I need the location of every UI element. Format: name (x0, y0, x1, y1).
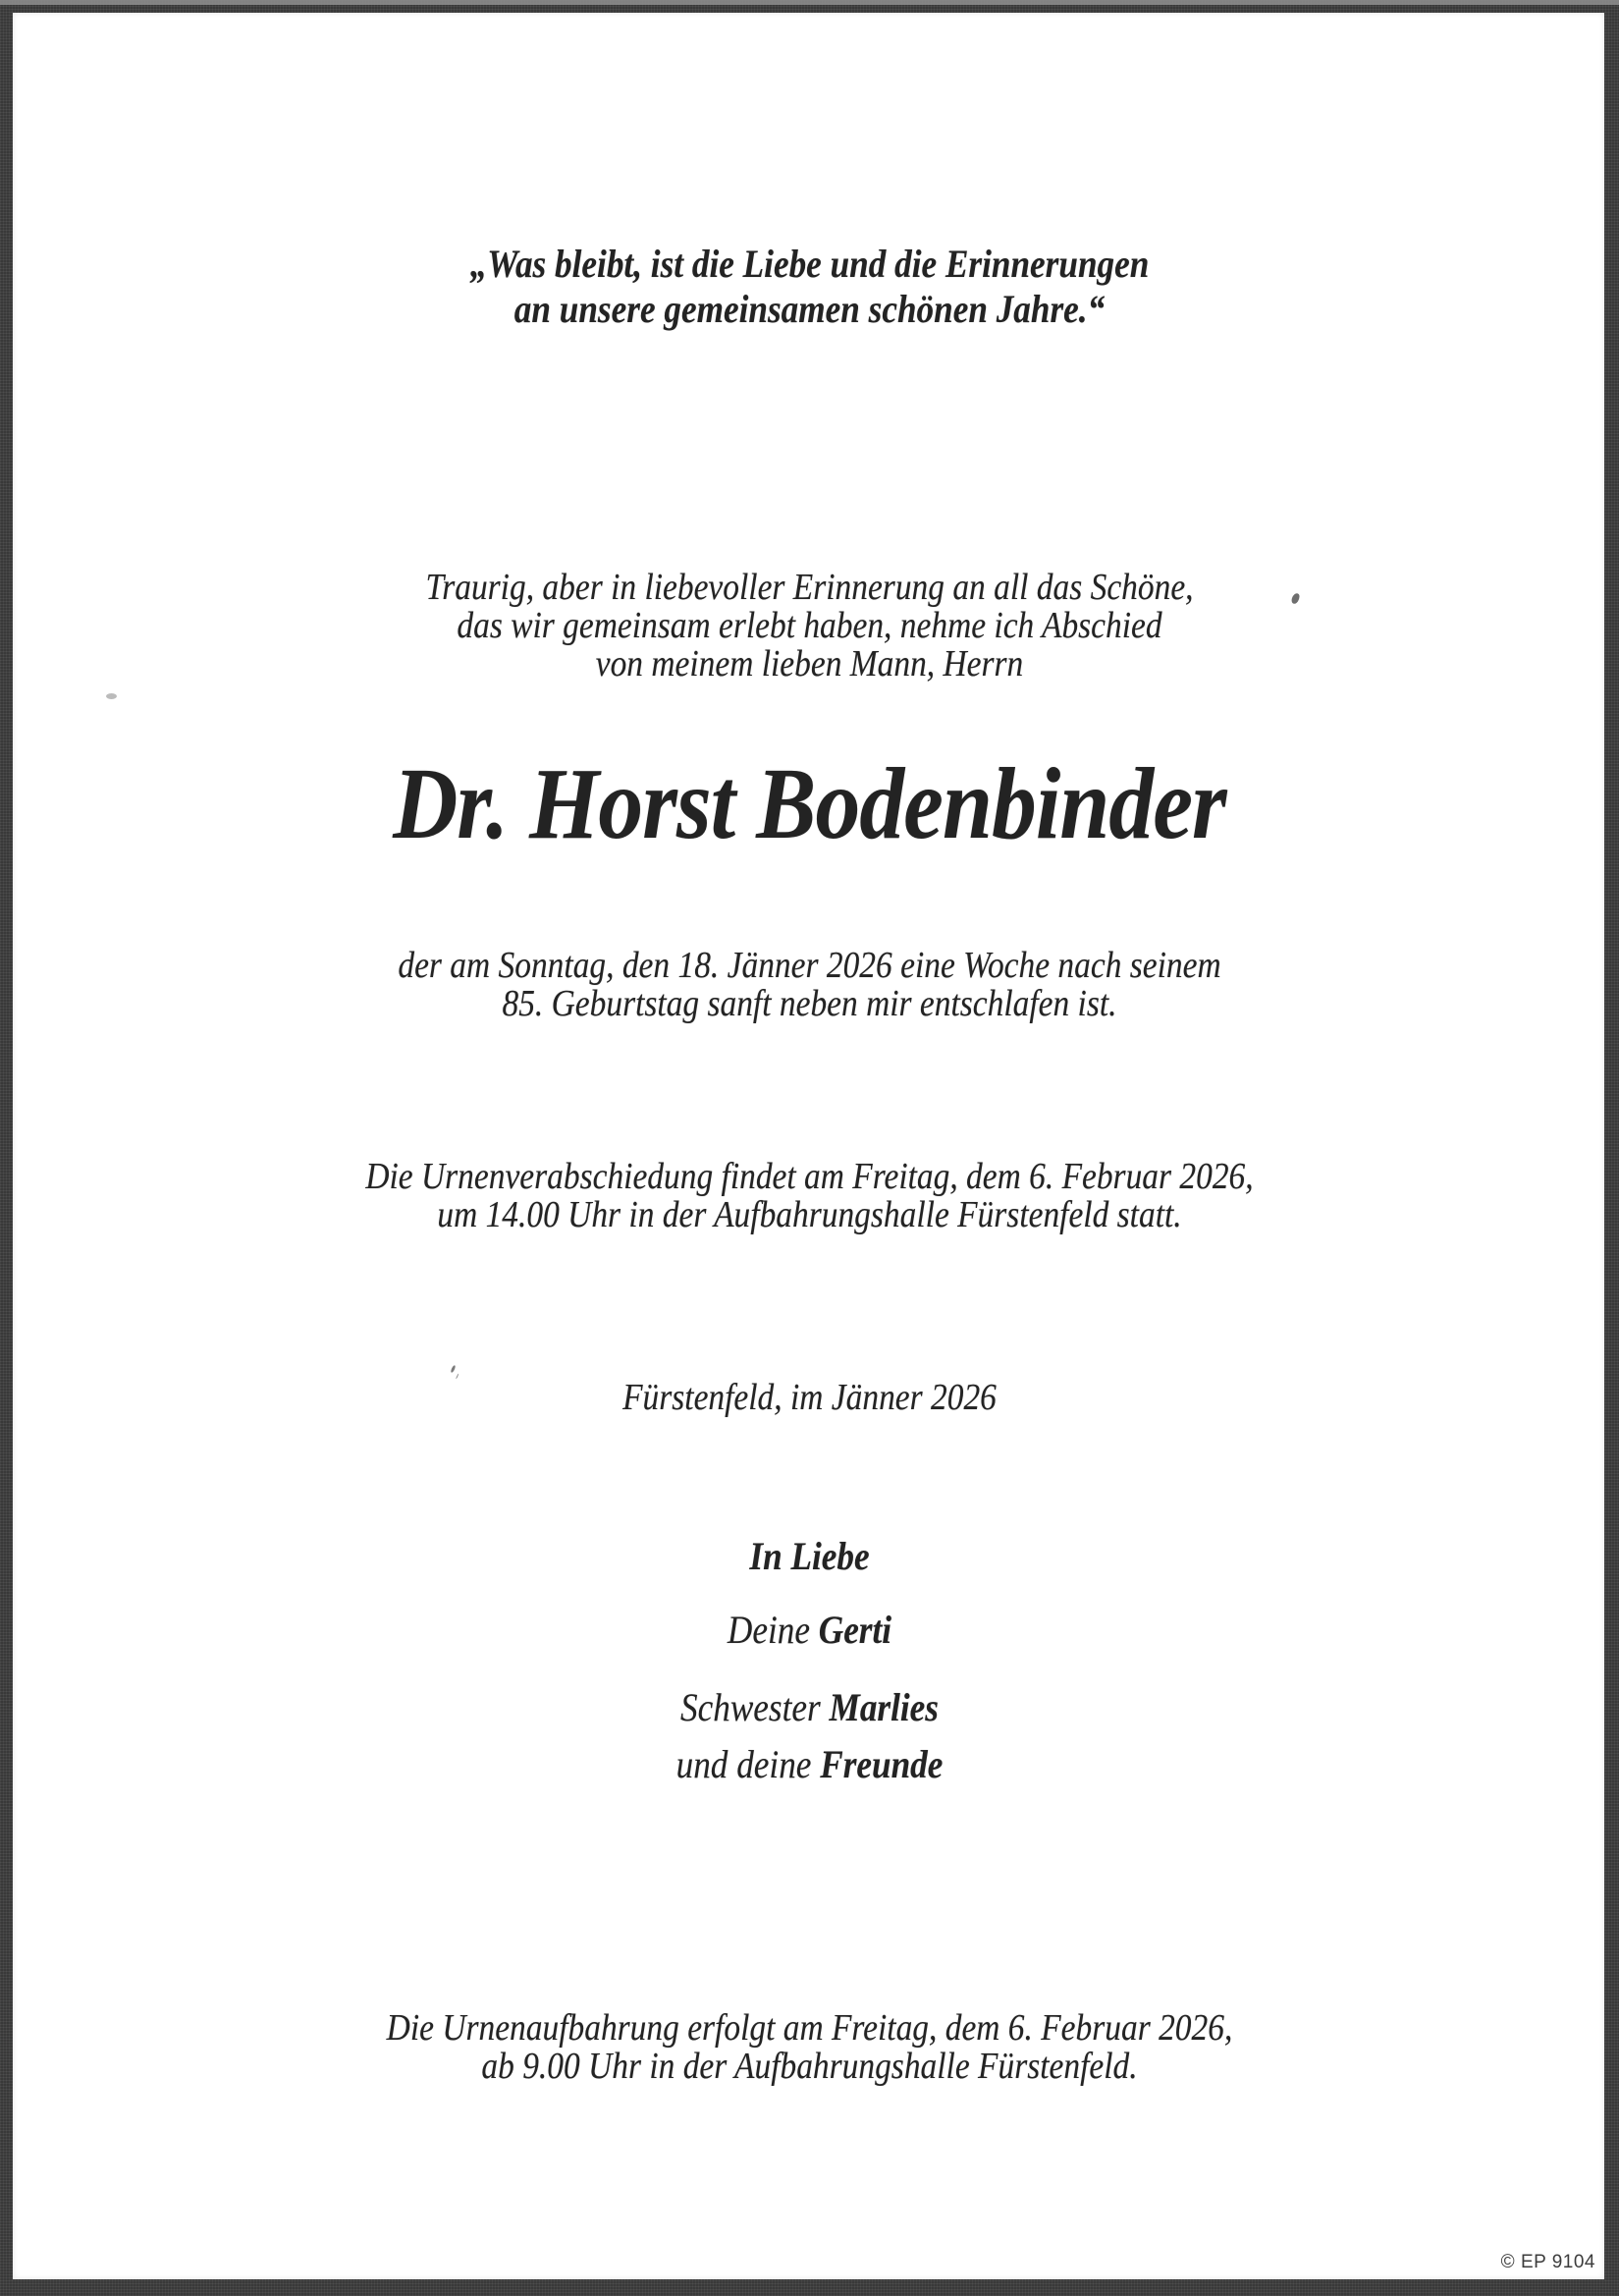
death-notice-line-1: der am Sonntag, den 18. Jänner 2026 eine Woche nach seinem (398, 945, 1221, 986)
urn-farewell-line-2: um 14.00 Uhr in der Aufbahrungshalle Fürstenfeld statt. (437, 1194, 1182, 1235)
signature-entry-1-name: Gerti (818, 1608, 892, 1652)
intro-line-1: Traurig, aber in liebevoller Erinnerung an all das Schöne, (425, 567, 1194, 608)
urn-laying-line-1: Die Urnenaufbahrung erfolgt am Freitag, dem 6. Februar 2026, (386, 2007, 1233, 2049)
signature-closing: In Liebe (749, 1534, 870, 1578)
signature-entry-1-prefix: Deine (727, 1608, 819, 1652)
print-credit: © EP 9104 (1500, 2252, 1595, 2272)
intro-line-3: von meinem lieben Mann, Herrn (595, 643, 1024, 684)
signature-entry-2-prefix: Schwester (679, 1685, 830, 1729)
memorial-quote (97, 242, 1522, 332)
urn-laying-paragraph (97, 2009, 1522, 2086)
intro-line-2: das wir gemeinsam erlebt haben, nehme ich Abschied (457, 605, 1162, 646)
place-date-line: Fürstenfeld, im Jänner 2026 (622, 1377, 997, 1418)
signature-entry-2-name: Marlies (829, 1685, 940, 1729)
signature-entry-2 (97, 1687, 1522, 1728)
quote-line-1: „Was bleibt, ist die Liebe und die Erinnerungen (469, 242, 1150, 286)
urn-farewell-paragraph (97, 1158, 1522, 1234)
quote-line-2: an unsere gemeinsamen schönen Jahre.“ (513, 287, 1106, 331)
death-notice-paragraph (97, 947, 1522, 1023)
signature-entry-3-name: Freunde (820, 1742, 944, 1786)
death-notice-line-2: 85. Geburtstag sanft neben mir entschlafen ist. (502, 983, 1117, 1024)
urn-laying-line-2: ab 9.00 Uhr in der Aufbahrungshalle Fürstenfeld. (481, 2046, 1138, 2087)
paper-sheet (13, 13, 1604, 2279)
deceased-name: Dr. Horst Bodenbinder (393, 747, 1226, 860)
signature-entry-3-prefix: und deine (675, 1742, 821, 1786)
urn-farewell-line-1: Die Urnenverabschiedung findet am Freitag, dem 6. Februar 2026, (365, 1156, 1254, 1197)
intro-paragraph (97, 569, 1522, 683)
scan-edge-strip (0, 0, 1619, 5)
signature-entry-1 (97, 1610, 1522, 1651)
signature-entry-3 (97, 1744, 1522, 1785)
